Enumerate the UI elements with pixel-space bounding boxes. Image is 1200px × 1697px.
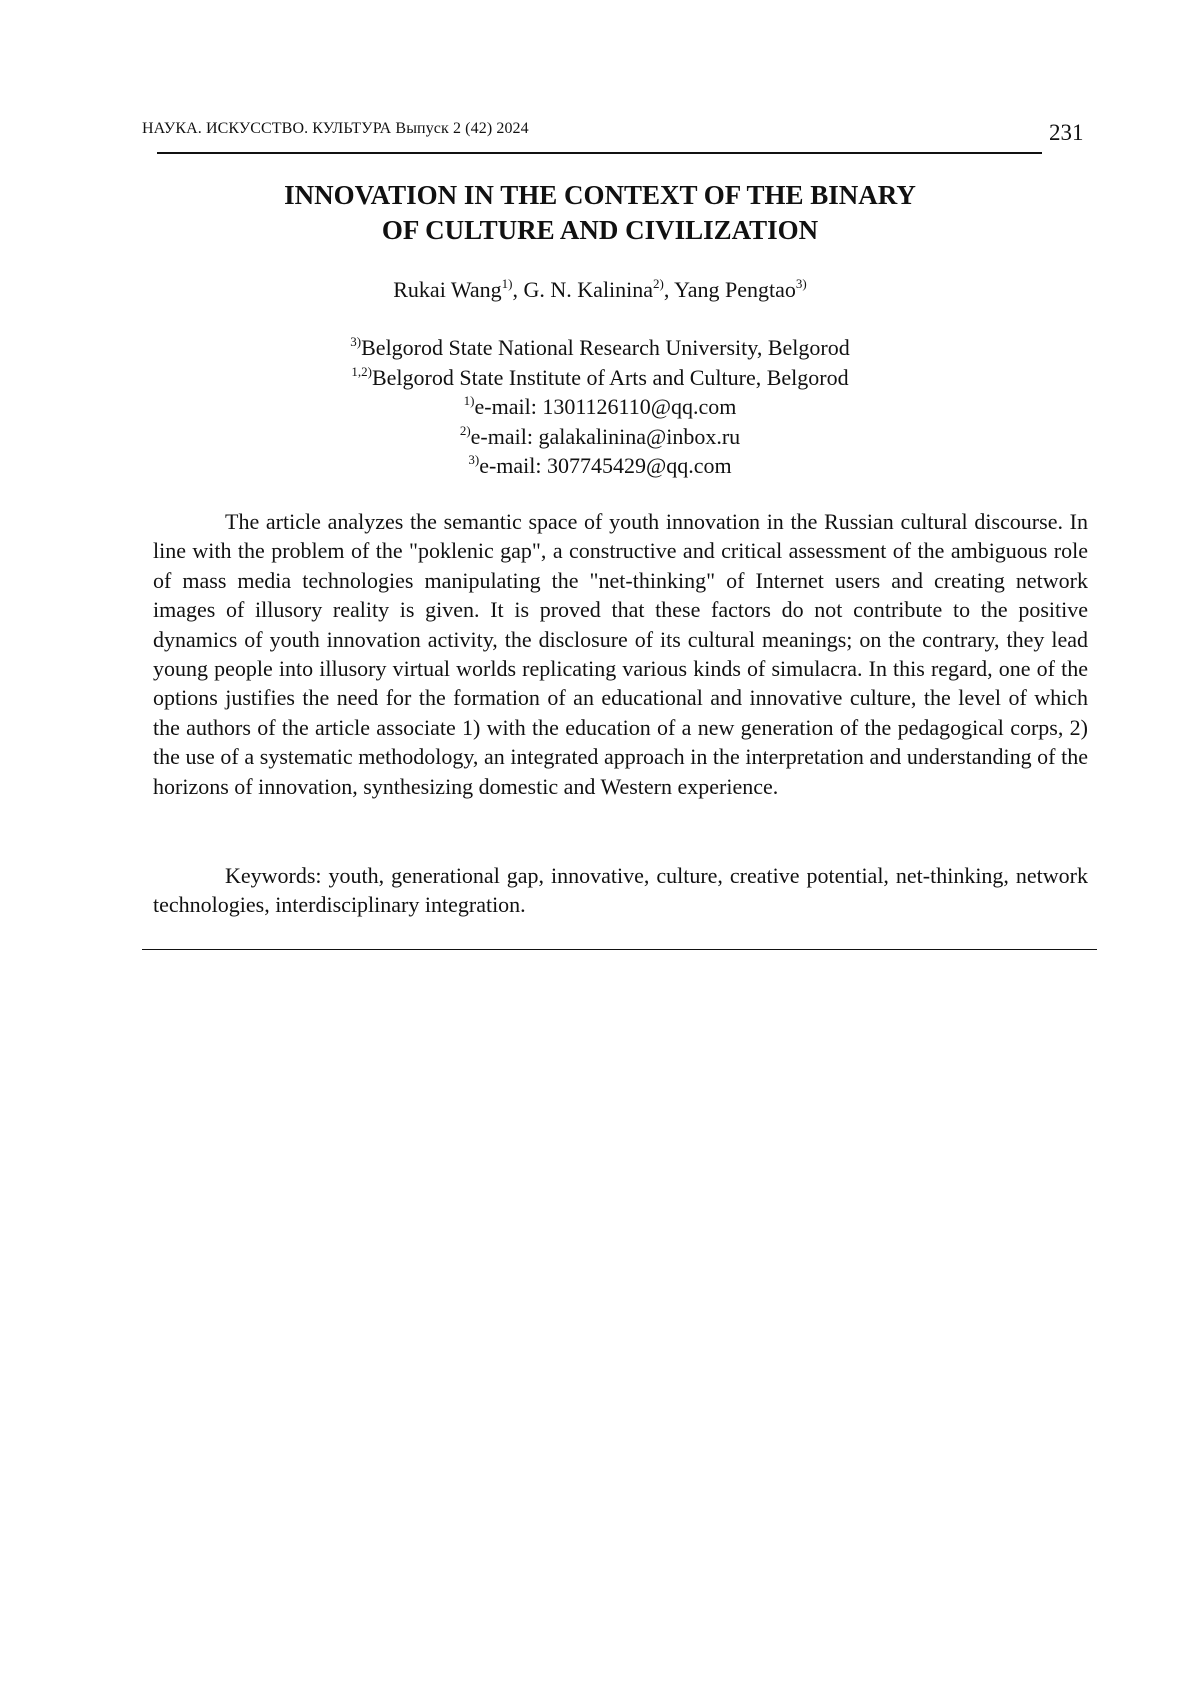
author-mark: 1): [501, 276, 513, 291]
email-text: e-mail: 307745429@qq.com: [479, 453, 732, 478]
email-text: e-mail: galakalinina@inbox.ru: [470, 423, 741, 449]
email-text: e-mail: 1301126110@qq.com: [474, 394, 737, 419]
author-separator: ,: [512, 277, 524, 302]
page-number: 231: [1049, 120, 1084, 145]
keywords-paragraph: Keywords: youth, generational gap, innovative, culture, creative potential, net-thinking, network technologies, interdisciplinary integration.: [153, 863, 1088, 918]
affiliation-line: [200, 363, 1000, 393]
author-name: G. N. Kalinina: [523, 277, 654, 302]
affiliation-mark: 1): [463, 393, 475, 408]
header-rule: [157, 152, 1042, 154]
affiliation-mark: 3): [468, 452, 480, 467]
affiliation-mark: 2): [459, 422, 471, 438]
email-line: [200, 422, 1000, 452]
affiliation-text: Belgorod State Institute of Arts and Culture, Belgorod: [371, 364, 849, 390]
abstract-paragraph: The article analyzes the semantic space of youth innovation in the Russian cultural discourse. In line with the problem of the "poklenic gap", a constructive and critical assessment of the ambiguous role of mass media technologies manipulating the "net-thinking" of Internet users and creating network images of illusory reality is given. It is proved that these factors do not contribute to the positive dynamics of youth innovation activity, the disclosure of its cultural meanings; on the contrary, they lead young people into illusory virtual worlds replicating various kinds of simulacra. In this regard, one of the options justifies the need for the formation of an educational and innovative culture, the level of which the authors of the article associate 1) with the education of a new generation of the pedagogical corps, 2) the use of a systematic methodology, an integrated approach in the interpretation and understanding of the horizons of innovation, synthesizing domestic and Western experience.: [153, 509, 1088, 799]
affiliation-line: [200, 333, 1000, 363]
email-line: [200, 451, 1000, 481]
author-list: [200, 275, 1000, 305]
author-name: Rukai Wang: [393, 277, 502, 302]
article-title-line: INNOVATION IN THE CONTEXT OF THE BINARY: [284, 180, 916, 210]
affiliation-mark: 3): [350, 334, 362, 349]
affiliation-text: Belgorod State National Research University, Belgorod: [361, 335, 850, 360]
article-title: [200, 178, 1000, 248]
article-title-line: OF CULTURE AND CIVILIZATION: [381, 215, 819, 245]
author-name: Yang Pengtao: [674, 277, 796, 302]
email-line: [200, 392, 1000, 422]
author-separator: ,: [663, 277, 675, 302]
section-divider: [142, 949, 1097, 950]
author-mark: 2): [653, 276, 664, 291]
running-header: НАУКА. ИСКУССТВО. КУЛЬТУРА Выпуск 2 (42) 2024: [142, 120, 529, 137]
author-mark: 3): [795, 276, 807, 291]
affiliation-mark: 1,2): [351, 363, 372, 379]
affiliation-list: [200, 333, 1000, 481]
